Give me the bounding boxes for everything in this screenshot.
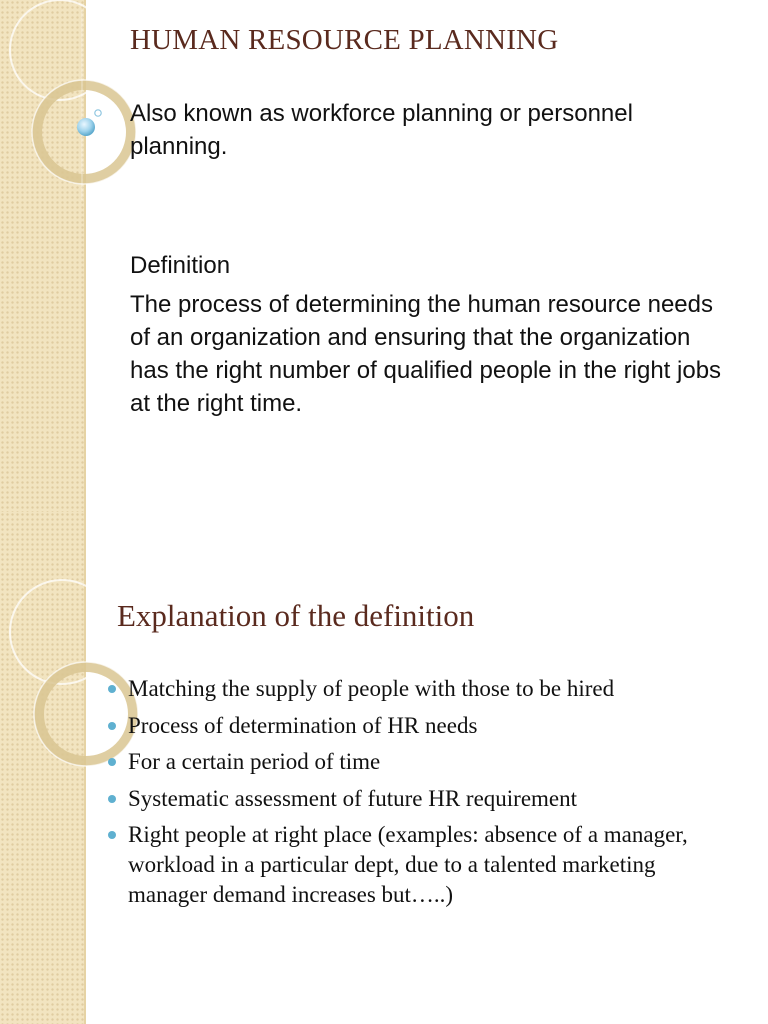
definition-label: Definition	[130, 252, 231, 279]
page-title: HUMAN RESOURCE PLANNING	[130, 24, 559, 56]
section-title: Explanation of the definition	[117, 598, 475, 633]
bullet-dot-icon	[108, 758, 116, 766]
bullet-text: For a certain period of time	[128, 749, 381, 774]
aka-text: Also known as workforce planning or personnel planning.	[130, 100, 633, 160]
bullet-list	[106, 674, 726, 917]
bullet-text: Process of determination of HR needs	[128, 712, 478, 738]
list-item	[106, 747, 726, 777]
list-item	[106, 820, 726, 910]
definition-text: The process of determining the human resource needs of an organization and ensuring that the organization has the right number of qualified people in the right jobs at the right time.	[130, 291, 722, 417]
list-item	[106, 711, 726, 741]
bullet-dot-icon	[108, 685, 116, 693]
bullet-dot-icon	[108, 831, 116, 839]
bullet-dot-icon	[108, 722, 116, 730]
list-item	[106, 674, 726, 704]
bullet-text: Right people at right place (examples: absence of a manager, workload in a particular dept, due to a talented marketing manager demand increases but…..)	[128, 822, 688, 907]
bullet-text: Matching the supply of people with those to be hired	[128, 676, 615, 701]
slide-2	[0, 512, 768, 1024]
blue-orb-icon	[0, 0, 120, 160]
bullet-dot-icon	[108, 795, 116, 803]
bullet-text: Systematic assessment of future HR requirement	[128, 785, 578, 811]
list-item	[106, 784, 726, 814]
